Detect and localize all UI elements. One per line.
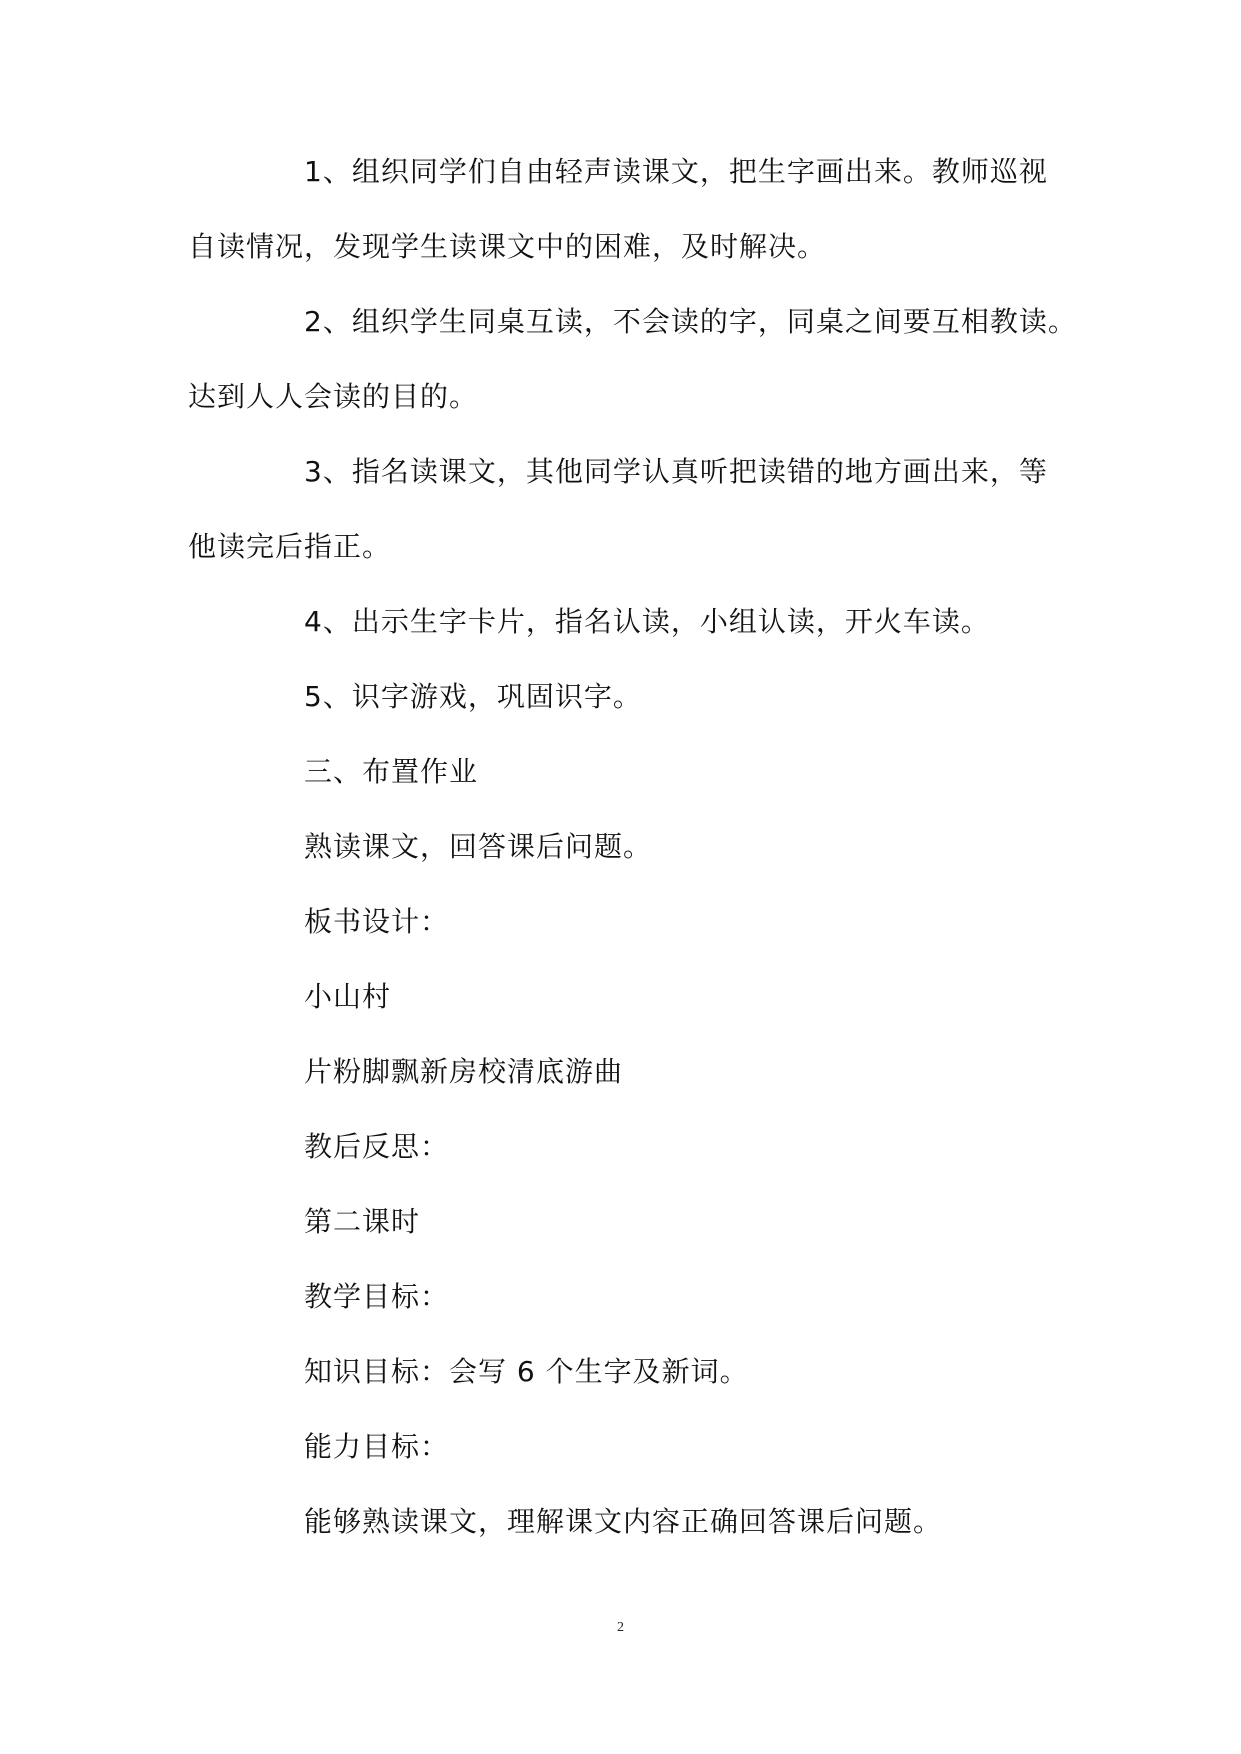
paragraph-line: 3、指名读课文，其他同学认真听把读错的地方画出来，等	[304, 455, 1048, 488]
paragraph-line: 1、组织同学们自由轻声读课文，把生字画出来。教师巡视	[304, 155, 1048, 188]
paragraph-line: 自读情况，发现学生读课文中的困难，及时解决。	[188, 230, 827, 263]
paragraph-line: 小山村	[304, 980, 392, 1013]
paragraph-line: 片粉脚飘新房校清底游曲	[304, 1055, 624, 1088]
paragraph-line: 能力目标：	[304, 1430, 450, 1463]
paragraph-line: 知识目标：会写 6 个生字及新词。	[304, 1355, 749, 1388]
paragraph-line: 5、识字游戏，巩固识字。	[304, 680, 642, 713]
paragraph-line: 2、组织学生同桌互读，不会读的字，同桌之间要互相教读。	[304, 305, 1077, 338]
section-heading: 三、布置作业	[304, 755, 479, 788]
paragraph-line: 板书设计：	[304, 905, 450, 938]
paragraph-line: 达到人人会读的目的。	[188, 380, 479, 413]
paragraph-line: 第二课时	[304, 1205, 421, 1238]
paragraph-line: 教学目标：	[304, 1280, 450, 1313]
paragraph-line: 教后反思：	[304, 1130, 450, 1163]
page-number: 2	[617, 1620, 624, 1635]
paragraph-line: 他读完后指正。	[188, 530, 392, 563]
paragraph-line: 熟读课文，回答课后问题。	[304, 830, 653, 863]
paragraph-line: 能够熟读课文，理解课文内容正确回答课后问题。	[304, 1505, 943, 1538]
paragraph-line: 4、出示生字卡片，指名认读，小组认读，开火车读。	[304, 605, 990, 638]
